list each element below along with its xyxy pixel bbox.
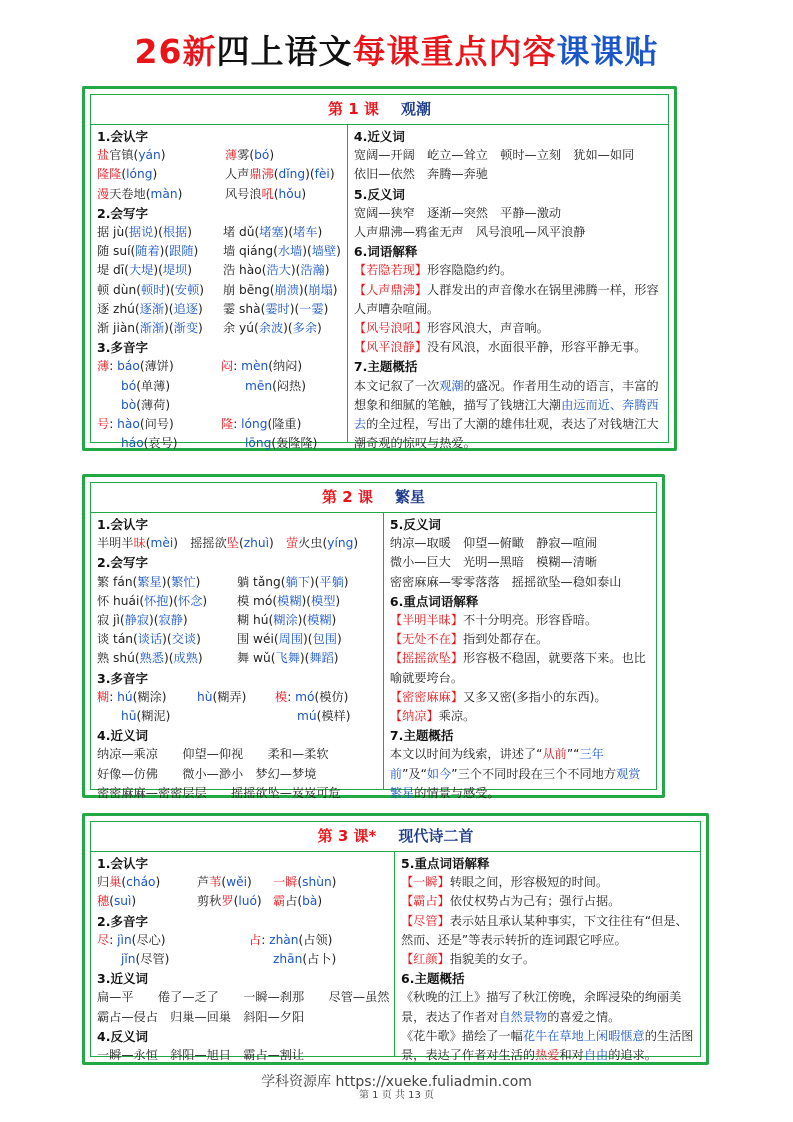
section-heading: 2.会写字 <box>97 205 148 221</box>
section-heading: 6.重点词语解释 <box>389 593 479 609</box>
section-heading: 3.近义词 <box>97 971 148 987</box>
lesson-1-card <box>82 86 677 451</box>
section-heading: 5.重点词语解释 <box>401 856 490 871</box>
lesson-1-header <box>91 95 668 125</box>
section-heading: 1.会认字 <box>97 517 148 532</box>
lesson-2-card <box>82 474 665 798</box>
section-heading: 4.近义词 <box>353 129 405 144</box>
lesson-title: 观潮 <box>400 100 431 118</box>
lesson-3-header <box>91 822 700 852</box>
section-heading: 5.反义词 <box>389 517 441 532</box>
section-heading: 6.词语解释 <box>353 244 418 260</box>
lesson-title: 繁星 <box>394 488 425 506</box>
lesson-title: 现代诗二首 <box>398 827 474 845</box>
section-heading: 1.会认字 <box>97 856 148 871</box>
title-number: 26 <box>134 32 183 71</box>
section-heading: 2.会写字 <box>97 555 148 571</box>
title-new: 新 <box>182 32 217 71</box>
lesson-1-left-column: 1.会认字 盐官镇(yán) 薄雾(bó) 隆隆(lóng) 人声鼎沸(dǐng)(fèi) 漫天卷地(màn) 风号浪吼(hǒu) 2.会写字 据 jù(据说)(根据) 堵 dǔ(堵塞)(堵车) 随 suí(随着)(跟随) 墙 qiáng(水墙)(墙壁) 堤 dī(大堤)(堤坝) 浩 hào(浩大)(浩瀚) 顿 dùn(顿时)(安顿) 崩 bēng(崩溃)(崩塌) 逐 zhú(逐渐)(追逐) 霎 shà(霎时)(一霎) 渐 jiàn(渐渐)(渐变) 余 yú(余波)(多余) 3.多音字 薄: báo(薄饼) 闷: mèn(纳闷) bó(单薄) mēn(闷热) bò(薄荷) 号: hào(问号) 隆: lóng(隆重) háo(哀号) lōng(轰隆隆) <box>91 125 348 442</box>
lesson-number: 第 1 课 <box>328 100 379 118</box>
footer-source: 学科资源库 https://xueke.fuliadmin.com <box>261 1074 532 1090</box>
title-sticker: 课课贴 <box>556 32 659 71</box>
section-heading: 7.主题概括 <box>389 728 454 744</box>
title-subject: 四上语文 <box>216 32 353 71</box>
lesson-3-card <box>82 813 709 1065</box>
lesson-3-right-column: 5.重点词语解释 【一瞬】转眼之间，形容极短的时间。 【霸占】依仗权势占为己有；强行占据。 【尽管】表示姑且承认某种事实，下文往往有“但是、然而、还是”等表示转折的连词跟它呼应。 【红颜】指貌美的女子。 6.主题概括 《秋晚的江上》描写了秋江傍晚，余晖浸染的绚丽美景，表达了作者对自然景物的喜爱之情。 《花牛歌》描绘了一幅花牛在草地上闲暇惬意的生活图景，表达了作者对生活的热爱和对自由的追求。 <box>401 856 694 1063</box>
section-heading: 3.多音字 <box>97 340 148 356</box>
lesson-number: 第 2 课 <box>322 488 373 506</box>
page-title <box>0 30 793 74</box>
lesson-3-left-column: 1.会认字 归巢(cháo) 芦苇(wěi) 一瞬(shùn) 穗(suì) 剪秋罗(luó) 霸占(bà) 2.多音字 尽: jìn(尽心) 占: zhàn(占领) jǐn(尽管) zhān(占卜) 3.近义词 扁—平 倦了—乏了 一瞬—刹那 尽管—虽然 霸占—侵占 归巢—回巢 斜阳—夕阳 4.反义词 一瞬—永恒 斜阳—旭日 霸占—割让 <box>91 852 395 1056</box>
lesson-2-left-column: 1.会认字 半明半 昧 ( mèi ) 摇摇欲 坠 ( zhuì ) 萤 火虫( yíng ) 2.会写字 繁 fán(繁星)(繁忙) 躺 tǎng(躺下)(平躺) 怀 huái(怀抱)(怀念) 模 mó(模糊)(模型) 寂 jì(静寂)(寂静) 糊 hú(糊涂)(模糊) 谈 tán(谈话)(交谈) 围 wéi(周围)(包围) 熟 shú(熟悉)(成熟) 舞 wǔ(飞舞)(舞蹈) 3.多音字 糊: hú(糊涂) hù(糊弄) 模: mó(模仿) hū(糊泥) mú(模样) 4.近义词 纳凉—乘凉 仰望—仰视 柔和—柔软 好像—仿佛 微小—渺小 梦幻—梦境 密密麻麻—密密层层 摇摇欲坠—岌岌可危 <box>91 513 384 789</box>
section-heading: 4.反义词 <box>97 1028 148 1044</box>
section-heading: 4.近义词 <box>97 728 148 744</box>
section-heading: 5.反义词 <box>353 186 405 202</box>
section-heading: 6.主题概括 <box>401 971 465 987</box>
lesson-1-right-column: 4.近义词 宽阔—开阔 屹立—耸立 顿时—立刻 犹如—如同 依旧—依然 奔腾—奔驰 5.反义词 宽阔—狭窄 逐渐—突然 平静—激动 人声鼎沸—鸦雀无声 风号浪吼—风平浪静 6.词语解释 【若隐若现】形容隐隐约约。 【人声鼎沸】人群发出的声音像水在锅里沸腾一样，形容人声嘈杂喧闹。 【风号浪吼】形容风浪大，声音响。 【风平浪静】没有风浪，水面很平静，形容平静无事。 7.主题概括 本文记叙了一次观潮的盛况。作者用生动的语言，丰富的想象和细腻的笔触，描写了钱塘江大潮由远而近、奔腾西去的全过程，写出了大潮的雄伟壮观，表达了对钱塘江大潮奇观的惊叹与热爱。 <box>348 125 668 442</box>
section-heading: 7.主题概括 <box>353 359 418 375</box>
lesson-number: 第 3 课* <box>317 827 377 845</box>
section-heading: 1.会认字 <box>97 129 148 144</box>
lesson-2-header <box>91 483 656 513</box>
section-heading: 3.多音字 <box>97 670 148 686</box>
page-number: 第 1 页 共 13 页 <box>359 1090 434 1101</box>
title-content: 每课重点内容 <box>352 32 557 71</box>
lesson-2-right-column: 5.反义词 纳凉—取暖 仰望—俯瞰 静寂—喧闹 微小—巨大 光明—黑暗 模糊—清晰 密密麻麻—零零落落 摇摇欲坠—稳如泰山 6.重点词语解释 【半明半昧】不十分明亮。形容昏暗。 【无处不在】指到处都存在。 【摇摇欲坠】形容极不稳固，就要落下来。也比喻就要垮台。 【密密麻麻】又多又密(多指小的东西)。 【纳凉】乘凉。 7.主题概括 本文以时间为线索，讲述了“从前”“三年前”及“如今”三个不同时段在三个不同地方观赏繁星的情景与感受。 <box>384 513 656 789</box>
section-heading: 2.多音字 <box>97 913 148 929</box>
